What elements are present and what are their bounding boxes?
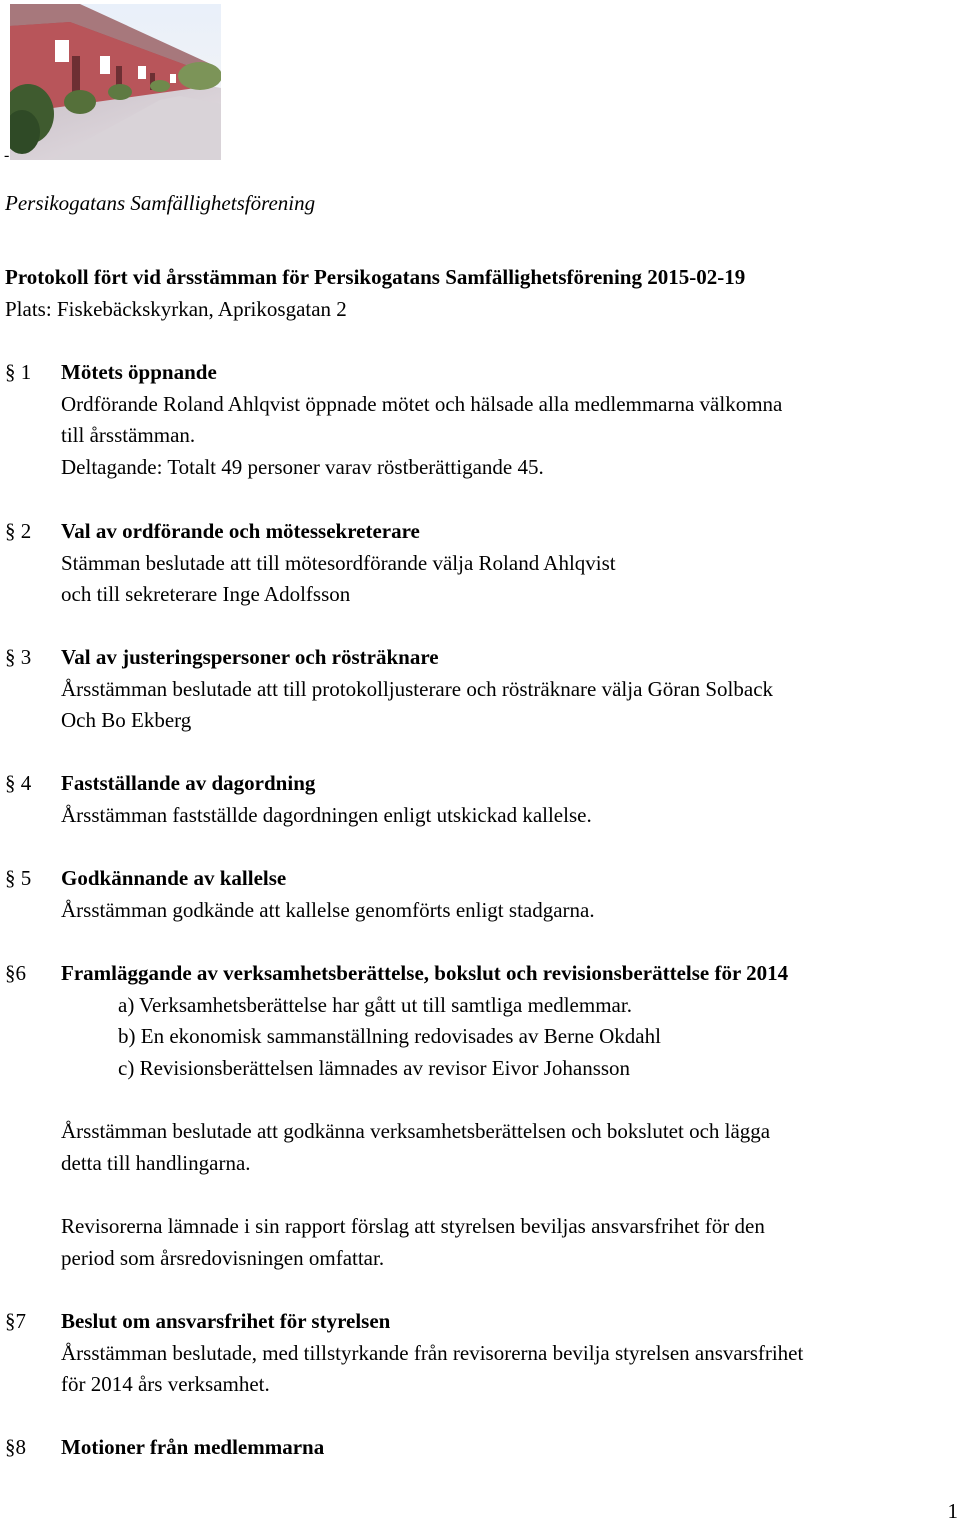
section-1 — [5, 357, 960, 483]
section-6-decision — [5, 1116, 960, 1179]
section-paragraph-line: Årsstämman beslutade att godkänna verksamhetsberättelsen och bokslutet och lägga — [61, 1119, 771, 1143]
section-line: Och Bo Ekberg — [61, 708, 192, 733]
section-title: Mötets öppnande — [61, 360, 217, 384]
section-number: §6 — [5, 961, 26, 985]
section-line: Stämman beslutade att till mötesordförande välja Roland Ahlqvist — [61, 550, 616, 575]
section-5 — [5, 863, 960, 926]
section-line: Årsstämman fastställde dagordningen enligt utskickad kallelse. — [61, 802, 592, 827]
section-number: § 5 — [5, 866, 32, 890]
section-list-item: a) Verksamhetsberättelse har gått ut till samtliga medlemmar. — [118, 992, 632, 1017]
page-number: 1 — [947, 1499, 958, 1523]
section-paragraph-line: period som årsredovisningen omfattar. — [61, 1245, 385, 1270]
section-paragraph-line: detta till handlingarna. — [61, 1150, 251, 1175]
section-number: § 2 — [5, 519, 32, 543]
section-number: §7 — [5, 1309, 26, 1333]
section-number: § 4 — [5, 771, 32, 795]
section-paragraph-line: Revisorerna lämnade i sin rapport förslag att styrelsen beviljas ansvarsfrihet för den — [61, 1214, 765, 1238]
section-line: Ordförande Roland Ahlqvist öppnade mötet och hälsade alla medlemmarna välkomna — [61, 391, 783, 416]
meeting-place: Plats: Fiskebäckskyrkan, Aprikosgatan 2 — [5, 297, 347, 321]
section-list-item: b) En ekonomisk sammanställning redovisades av Berne Okdahl — [118, 1024, 661, 1049]
section-6-auditors — [5, 1211, 960, 1274]
section-title: Beslut om ansvarsfrihet för styrelsen — [61, 1309, 391, 1333]
section-line: Deltagande: Totalt 49 personer varav röstberättigande 45. — [61, 454, 544, 479]
section-title: Val av justeringspersoner och rösträknare — [61, 645, 439, 669]
section-line: Årsstämman beslutade att till protokolljusterare och rösträknare välja Göran Solback — [61, 676, 774, 701]
section-number: § 3 — [5, 645, 32, 669]
section-title: Godkännande av kallelse — [61, 866, 287, 890]
section-line: Årsstämman godkände att kallelse genomförts enligt stadgarna. — [61, 897, 595, 922]
organization-name: Persikogatans Samfällighetsförening — [5, 191, 316, 215]
header-photo — [10, 4, 221, 160]
section-6 — [5, 958, 960, 1084]
header-dash: - — [4, 147, 10, 164]
section-3 — [5, 642, 960, 737]
section-line: Årsstämman beslutade, med tillstyrkande från revisorerna bevilja styrelsen ansvarsfrihet — [61, 1340, 804, 1365]
section-number: § 1 — [5, 360, 32, 384]
section-2 — [5, 516, 960, 611]
section-8 — [5, 1432, 960, 1464]
section-line: och till sekreterare Inge Adolfsson — [61, 582, 351, 607]
section-title: Framläggande av verksamhetsberättelse, bokslut och revisionsberättelse för 2014 — [61, 961, 789, 985]
section-list-item: c) Revisionsberättelsen lämnades av revisor Eivor Johansson — [118, 1055, 631, 1080]
section-title: Fastställande av dagordning — [61, 771, 316, 795]
section-4 — [5, 768, 960, 831]
section-7 — [5, 1306, 960, 1401]
section-line: till årsstämman. — [61, 423, 196, 448]
section-title: Motioner från medlemmarna — [61, 1435, 325, 1459]
document-title: Protokoll fört vid årsstämman för Persikogatans Samfällighetsförening 2015-02-19 — [5, 265, 746, 289]
section-number: §8 — [5, 1435, 26, 1459]
section-title: Val av ordförande och mötessekreterare — [61, 519, 420, 543]
section-line: för 2014 års verksamhet. — [61, 1372, 270, 1397]
